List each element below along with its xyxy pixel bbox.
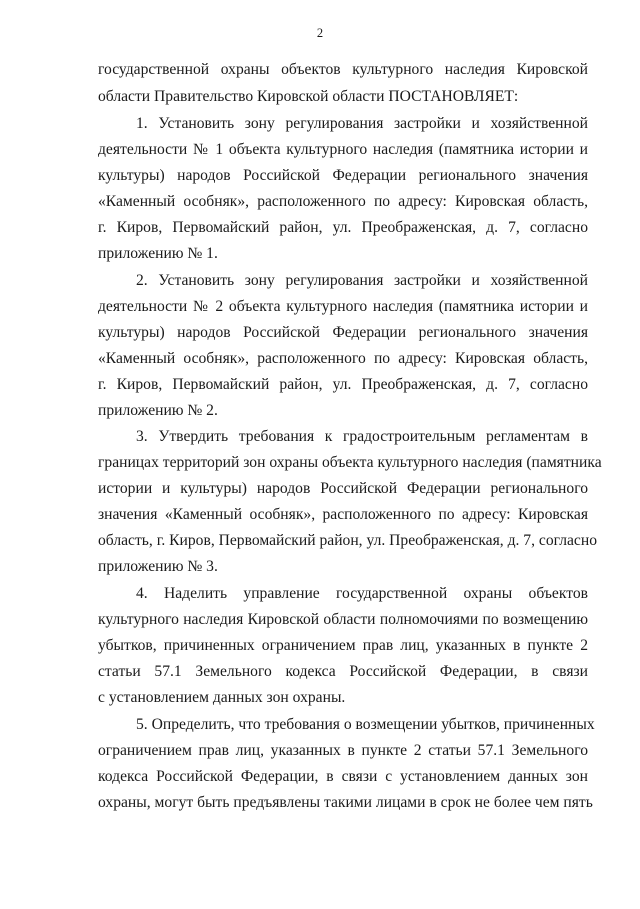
item-4-line-4: статьи 57.1 Земельного кодекса Российской Федерации, в связи	[98, 663, 588, 680]
item-2-line-4: «Каменный особняк», расположенного по адресу: Кировская область,	[98, 350, 588, 367]
intro-line-1: государственной охраны объектов культурного наследия Кировской	[98, 61, 588, 78]
item-2-line-3: культуры) народов Российской Федерации регионального значения	[98, 324, 588, 341]
item-5-line-1: 5. Определить, что требования о возмещении убытков, причиненных	[136, 716, 595, 733]
item-4-line-5: с установлением данных зон охраны.	[98, 689, 346, 706]
item-2-line-5: г. Киров, Первомайский район, ул. Преображенская, д. 7, согласно	[98, 376, 588, 393]
item-2-line-6: приложению № 2.	[98, 402, 218, 419]
intro-line-2: области Правительство Кировской области ПОСТАНОВЛЯЕТ:	[98, 88, 519, 105]
item-3-line-2: границах территорий зон охраны объекта культурного наследия (памятника	[98, 454, 602, 471]
item-3-line-6: приложению № 3.	[98, 558, 218, 575]
item-5-line-3: кодекса Российской Федерации, в связи с установлением данных зон	[98, 768, 588, 785]
item-3-line-1: 3. Утвердить требования к градостроительным регламентам в	[136, 428, 588, 445]
item-3-line-4: значения «Каменный особняк», расположенного по адресу: Кировская	[98, 506, 588, 523]
item-1-line-6: приложению № 1.	[98, 245, 218, 262]
page-number: 2	[316, 26, 324, 40]
item-4-line-1: 4. Наделить управление государственной охраны объектов	[136, 585, 588, 602]
item-4-line-2: культурного наследия Кировской области полномочиями по возмещению	[98, 611, 588, 628]
item-5-line-2: ограничением прав лиц, указанных в пункте 2 статьи 57.1 Земельного	[98, 742, 588, 759]
item-1-line-5: г. Киров, Первомайский район, ул. Преображенская, д. 7, согласно	[98, 219, 588, 236]
item-1-line-4: «Каменный особняк», расположенного по адресу: Кировская область,	[98, 193, 588, 210]
item-3-line-3: истории и культуры) народов Российской Федерации регионального	[98, 480, 588, 497]
item-2-line-1: 2. Установить зону регулирования застройки и хозяйственной	[136, 272, 588, 289]
item-5-line-4: охраны, могут быть предъявлены такими лицами в срок не более чем пять	[98, 794, 593, 811]
item-1-line-3: культуры) народов Российской Федерации регионального значения	[98, 167, 588, 184]
item-4-line-3: убытков, причиненных ограничением прав лиц, указанных в пункте 2	[98, 637, 588, 654]
item-1-line-2: деятельности № 1 объекта культурного наследия (памятника истории и	[98, 141, 588, 158]
item-1-line-1: 1. Установить зону регулирования застройки и хозяйственной	[136, 115, 588, 132]
item-2-line-2: деятельности № 2 объекта культурного наследия (памятника истории и	[98, 298, 588, 315]
item-3-line-5: область, г. Киров, Первомайский район, ул. Преображенская, д. 7, согласно	[98, 532, 597, 549]
